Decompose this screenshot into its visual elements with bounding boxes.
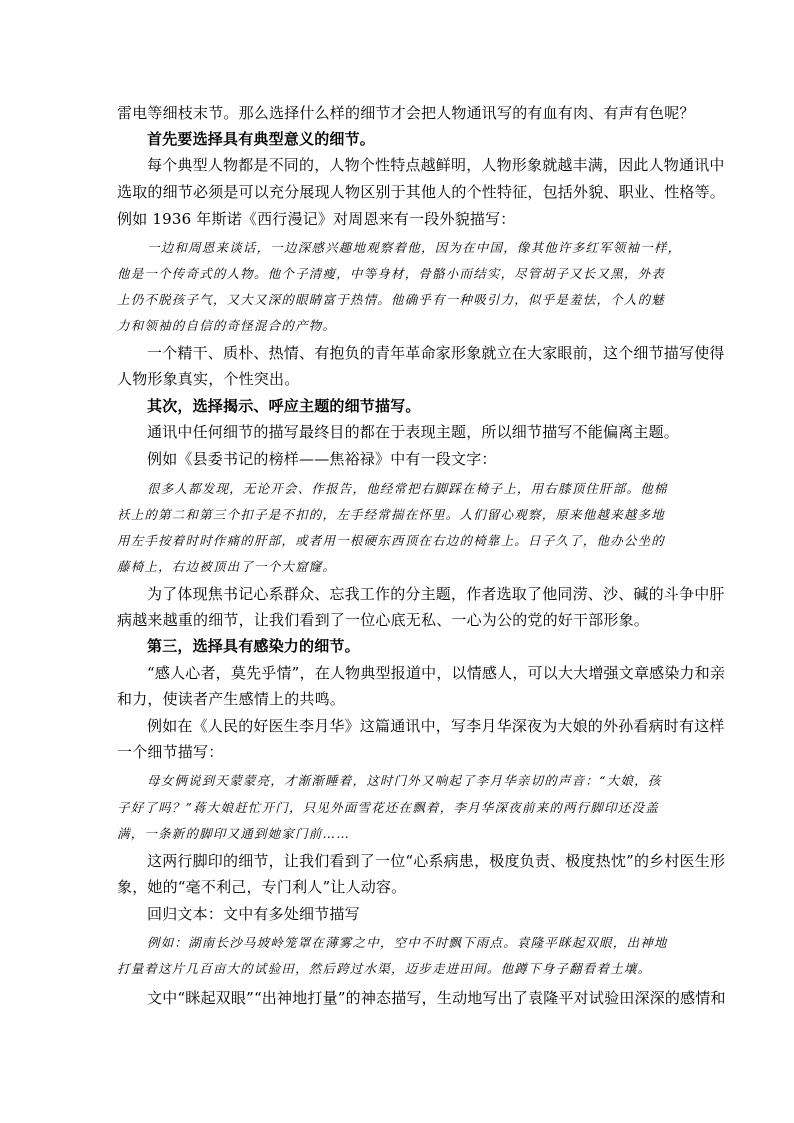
paragraph-line: 选取的细节必须是可以充分展现人物区别于其他人的个性特征，包括外貌、职业、性格等。 <box>117 183 726 201</box>
quote-line: 用左手按着时时作痛的肝部，或者用一根硬东西顶在右边的椅靠上。日子久了，他办公坐的 <box>117 533 666 548</box>
paragraph-line: 象，她的“毫不利己，专门利人”让人动容。 <box>117 878 407 896</box>
paragraph-line: 例如 1936 年斯诺《西行漫记》对周恩来有一段外貌描写： <box>117 210 516 228</box>
quote-line: 袄上的第二和第三个扣子是不扣的，左手经常揣在怀里。人们留心观察，原来他越来越多地 <box>117 507 666 522</box>
section-heading: 第三，选择具有感染力的细节。 <box>147 637 360 655</box>
quote-line: 例如：湖南长沙马坡岭笼罩在薄雾之中，空中不时飘下雨点。袁隆平眯起双眼，出神地 <box>147 935 668 950</box>
paragraph-line: 人物形象真实，个性突出。 <box>117 370 300 388</box>
paragraph-line: 回归文本：文中有多处细节描写 <box>147 905 360 923</box>
paragraph-line: 雷电等细枝末节。那么选择什么样的细节才会把人物通讯写的有血有肉、有声有色呢？ <box>117 104 695 122</box>
section-heading: 其次，选择揭示、呼应主题的细节描写。 <box>147 397 421 415</box>
paragraph-line: 和力，使读者产生感情上的共鸣。 <box>117 690 346 708</box>
paragraph-line: 通讯中任何细节的描写最终目的都在于表现主题，所以细节描写不能偏离主题。 <box>147 423 680 441</box>
quote-line: 子好了吗？”蒋大娘赶忙开门，只见外面雪花还在飘着，李月华深夜前来的两行脚印还没盖 <box>117 800 659 815</box>
quote-line: 很多人都发现，无论开会、作报告，他经常把右脚踩在椅子上，用右膝顶住肝部。他棉 <box>147 481 668 496</box>
quote-line: 满，一条新的脚印又通到她家门前…… <box>117 826 350 841</box>
paragraph-line: 一个细节描写： <box>117 743 224 761</box>
paragraph-line: “感人心者，莫先乎情”，在人物典型报道中，以情感人，可以大大增强文章感染力和亲 <box>147 664 726 682</box>
paragraph-line: 这两行脚印的细节，让我们看到了一位“心系病患，极度负责、极度热忱”的乡村医生形 <box>147 852 726 870</box>
quote-line: 一边和周恩来谈话，一边深感兴趣地观察着他，因为在中国，像其他许多红军领袖一样， <box>147 240 682 255</box>
quote-line: 打量着这片几百亩大的试验田，然后跨过水渠，迈步走进田间。他蹲下身子翻看着土壤。 <box>117 961 652 976</box>
paragraph-line: 每个典型人物都是不同的，人物个性特点越鲜明，人物形象就越丰满，因此人物通讯中 <box>147 156 725 174</box>
paragraph-line: 例如《县委书记的榜样——焦裕禄》中有一段文字： <box>147 450 497 468</box>
paragraph-line: 为了体现焦书记心系群众、忘我工作的分主题，作者选取了他同涝、沙、碱的斗争中肝 <box>147 585 725 603</box>
quote-line: 上仍不脱孩子气，又大又深的眼睛富于热情。他确乎有一种吸引力，似乎是羞怯，个人的魅 <box>117 292 666 307</box>
paragraph-line: 病越来越重的细节，让我们看到了一位心底无私、一心为公的党的好干部形象。 <box>117 611 650 629</box>
paragraph-line: 一个精干、质朴、热情、有抱负的青年革命家形象就立在大家眼前，这个细节描写使得 <box>147 344 725 362</box>
quote-line: 母女俩说到天蒙蒙亮，才渐渐睡着，这时门外又响起了李月华亲切的声音：“大娘，孩 <box>147 773 662 788</box>
paragraph-line: 例如在《人民的好医生李月华》这篇通讯中，写李月华深夜为大娘的外孙看病时有这样 <box>147 717 725 735</box>
section-heading: 首先要选择具有典型意义的细节。 <box>147 130 376 148</box>
quote-line: 藤椅上，右边被顶出了一个大窟窿。 <box>117 559 337 574</box>
paragraph-line: 文中“眯起双眼”“出神地打量”的神态描写，生动地写出了袁隆平对试验田深深的感情和 <box>147 989 726 1007</box>
quote-line: 他是一个传奇式的人物。他个子清瘦，中等身材，骨骼小而结实，尽管胡子又长又黑，外表 <box>117 266 666 281</box>
quote-line: 力和领袖的自信的奇怪混合的产物。 <box>117 318 337 333</box>
